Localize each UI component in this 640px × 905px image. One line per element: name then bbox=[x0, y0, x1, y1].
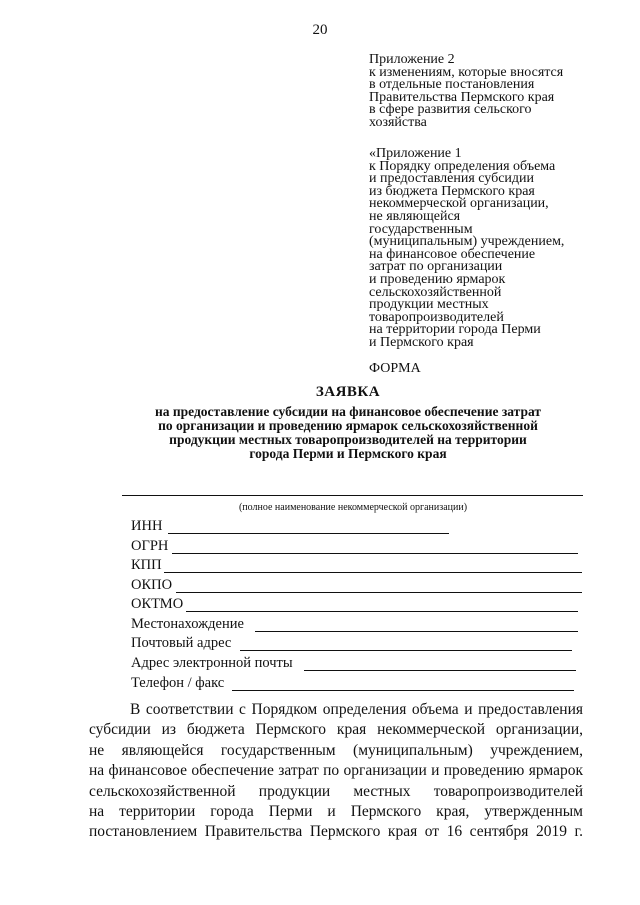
email-label: Адрес электронной почты bbox=[131, 655, 293, 671]
subtitle-line: продукции местных товаропроизводителей на территории bbox=[169, 432, 527, 447]
appendix-1-line: и проведению ярмарок bbox=[369, 271, 506, 287]
email-field[interactable] bbox=[304, 670, 576, 671]
paragraph-line: постановлением Правительства Пермского края от 16 сентября 2019 г. bbox=[89, 823, 583, 841]
paragraph-line: субсидии из бюджета Пермского края некоммерческой организации, bbox=[89, 721, 583, 739]
subtitle-line: по организации и проведению ярмарок сельскохозяйственной bbox=[158, 418, 538, 433]
subtitle-line: города Перми и Пермского края bbox=[249, 446, 447, 461]
appendix-1-line: сельскохозяйственной bbox=[369, 284, 502, 300]
appendix-1-line: некоммерческой организации, bbox=[369, 196, 549, 212]
organization-name-caption: (полное наименование некоммерческой организации) bbox=[238, 502, 468, 513]
phone-fax-field[interactable] bbox=[232, 690, 574, 691]
document-title: ЗАЯВКА bbox=[315, 384, 381, 400]
appendix-2-header bbox=[369, 54, 563, 130]
phone-fax-label: Телефон / факс bbox=[131, 675, 225, 691]
page-number: 20 bbox=[312, 22, 328, 38]
appendix-1-header bbox=[369, 148, 564, 350]
appendix-1-line: затрат по организации bbox=[369, 259, 503, 275]
organization-name-line[interactable] bbox=[122, 495, 583, 496]
appendix-2-line: Правительства Пермского края bbox=[369, 89, 555, 105]
paragraph-line: В соответствии с Порядком определения объема и предоставления bbox=[130, 701, 583, 718]
appendix-1-line: к Порядку определения объема bbox=[369, 158, 556, 174]
appendix-1-line: не являющейся bbox=[369, 208, 461, 224]
oktmo-field[interactable] bbox=[186, 611, 578, 612]
paragraph-line: на финансовое обеспечение затрат по организации и проведению ярмарок bbox=[89, 762, 583, 780]
postal-address-field[interactable] bbox=[240, 650, 572, 651]
appendix-1-line: товаропроизводителей bbox=[369, 309, 504, 325]
ogrn-label: ОГРН bbox=[131, 538, 169, 554]
appendix-2-line: Приложение 2 bbox=[369, 52, 455, 67]
appendix-1-line: и Пермского края bbox=[369, 334, 474, 350]
kpp-field[interactable] bbox=[164, 572, 582, 573]
paragraph-line: не являющейся государственным (муниципальным) учреждением, bbox=[89, 741, 583, 759]
kpp-label: КПП bbox=[131, 557, 162, 573]
oktmo-label: ОКТМО bbox=[131, 596, 184, 612]
appendix-2-line: хозяйства bbox=[369, 114, 427, 130]
okpo-field[interactable] bbox=[176, 592, 582, 593]
ogrn-field[interactable] bbox=[172, 553, 578, 554]
appendix-1-line: на финансовое обеспечение bbox=[369, 246, 536, 262]
appendix-1-line: «Приложение 1 bbox=[369, 146, 462, 161]
appendix-2-line: в сфере развития сельского bbox=[369, 102, 532, 118]
okpo-label: ОКПО bbox=[131, 577, 173, 593]
appendix-1-line: из бюджета Пермского края bbox=[369, 183, 535, 199]
paragraph-line: сельскохозяйственной продукции местных товаропроизводителей bbox=[89, 782, 583, 800]
inn-label: ИНН bbox=[131, 518, 163, 534]
appendix-1-line: на территории города Перми bbox=[369, 322, 541, 338]
appendix-1-line: продукции местных bbox=[369, 297, 489, 313]
location-label: Местонахождение bbox=[131, 616, 244, 632]
paragraph-line: на территории города Перми и Пермского края, утвержденным bbox=[89, 803, 583, 821]
appendix-1-line: (муниципальным) учреждением, bbox=[369, 234, 565, 250]
location-field[interactable] bbox=[255, 631, 578, 632]
subtitle-line: на предоставление субсидии на финансовое обеспечение затрат bbox=[154, 404, 542, 419]
postal-address-label: Почтовый адрес bbox=[131, 635, 232, 651]
appendix-2-line: к изменениям, которые вносятся bbox=[369, 64, 564, 80]
form-label: ФОРМА bbox=[369, 361, 421, 376]
inn-field[interactable] bbox=[168, 533, 449, 534]
appendix-1-line: государственным bbox=[369, 221, 473, 237]
document-subtitle bbox=[0, 405, 640, 461]
body-paragraph bbox=[89, 700, 583, 843]
appendix-2-line: в отдельные постановления bbox=[369, 77, 535, 93]
appendix-1-line: и предоставления субсидии bbox=[369, 171, 535, 187]
